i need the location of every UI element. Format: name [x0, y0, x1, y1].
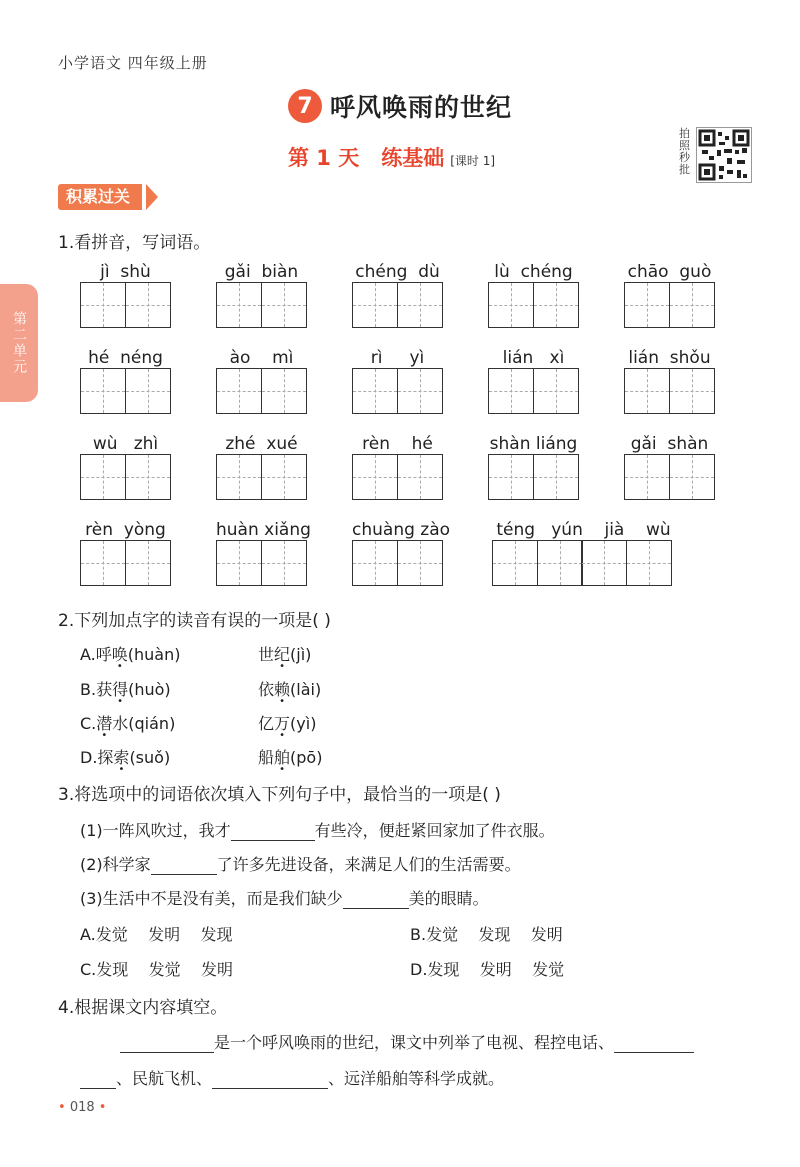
pinyin-item — [352, 434, 443, 500]
writing-cell[interactable] — [397, 540, 443, 586]
writing-cell[interactable] — [624, 282, 670, 328]
writing-cell[interactable] — [125, 454, 171, 500]
writing-cell[interactable] — [624, 454, 670, 500]
option-suffix: (jì) — [290, 645, 312, 664]
pinyin-label: chéng dù — [355, 262, 440, 282]
q2-title: 2.下列加点字的读音有误的一项是( ) — [58, 611, 331, 631]
q3-s1-part2: 有些冷，便赶紧回家加了件衣服。 — [314, 821, 555, 840]
writing-cell[interactable] — [125, 368, 171, 414]
dotted-char: 潜 — [96, 714, 113, 733]
writing-cell[interactable] — [352, 282, 398, 328]
writing-cell[interactable] — [125, 540, 171, 586]
writing-cell[interactable] — [80, 454, 126, 500]
day-period: [课时 1] — [450, 154, 496, 168]
q4-title: 4.根据课文内容填空。 — [58, 998, 228, 1018]
pinyin-item — [80, 434, 171, 500]
writing-cell[interactable] — [488, 282, 534, 328]
q4-line2-part2: 、远洋船舶等科学成就。 — [328, 1069, 505, 1088]
writing-grid — [216, 540, 307, 586]
writing-cell[interactable] — [216, 454, 262, 500]
q4-blank-1[interactable] — [120, 1052, 214, 1053]
section-tag-arrow — [146, 184, 158, 210]
writing-grid — [216, 454, 307, 500]
writing-grid — [624, 282, 715, 328]
pinyin-item — [492, 520, 675, 586]
writing-cell[interactable] — [352, 454, 398, 500]
q4-line-1 — [120, 1030, 694, 1053]
q4-line2-part1: 、民航飞机、 — [116, 1069, 213, 1088]
lesson-heading — [288, 88, 512, 124]
option-prefix: B.获 — [80, 680, 113, 699]
pinyin-item — [80, 520, 171, 586]
pinyin-item — [352, 262, 443, 328]
pinyin-label: wù zhì — [92, 434, 159, 454]
pinyin-item — [216, 348, 307, 414]
pinyin-item — [352, 348, 443, 414]
dotted-char: 得 — [112, 680, 129, 699]
q3-sentence-1 — [80, 818, 555, 841]
unit-side-tab: 第二单元 — [0, 284, 38, 402]
pinyin-item — [80, 262, 171, 328]
pinyin-item — [216, 520, 311, 586]
pinyin-label: hé néng — [88, 348, 163, 368]
q2-option-l[interactable] — [80, 677, 171, 700]
writing-cell[interactable] — [488, 368, 534, 414]
writing-cell[interactable] — [669, 454, 715, 500]
q3-s2-part2: 了许多先进设备，来满足人们的生活需要。 — [216, 855, 521, 874]
writing-grid — [216, 282, 307, 328]
pinyin-item — [488, 348, 579, 414]
q4-blank-3[interactable] — [80, 1088, 116, 1089]
writing-grid — [488, 282, 579, 328]
writing-cell[interactable] — [216, 540, 262, 586]
writing-cell[interactable] — [216, 368, 262, 414]
writing-grid — [488, 368, 579, 414]
writing-cell[interactable] — [352, 540, 398, 586]
writing-cell[interactable] — [669, 282, 715, 328]
writing-cell[interactable] — [80, 540, 126, 586]
page-number-text: 018 — [69, 1100, 95, 1115]
writing-cell[interactable] — [80, 282, 126, 328]
pinyin-label: rèn hé — [362, 434, 433, 454]
writing-grid — [80, 282, 171, 328]
option-suffix: (lài) — [290, 680, 322, 699]
q2-option-r[interactable] — [258, 642, 311, 665]
q3-option-a[interactable]: A.发觉 发明 发现 — [80, 925, 233, 944]
option-suffix: (huò) — [128, 680, 171, 699]
section-tag: 积累过关 — [58, 184, 142, 210]
writing-cell[interactable] — [533, 282, 579, 328]
pinyin-label: jì shù — [100, 262, 151, 282]
pinyin-label: téng yún jià wù — [496, 520, 671, 540]
writing-grid — [216, 368, 307, 414]
q3-s3-part2: 美的眼睛。 — [408, 889, 489, 908]
writing-cell[interactable] — [488, 454, 534, 500]
q3-s3-part1: (3)生活中不是没有美，而是我们缺少 — [80, 889, 343, 908]
q4-line-2 — [80, 1066, 504, 1089]
pinyin-label: rèn yòng — [85, 520, 166, 540]
lesson-title: 呼风唤雨的世纪 — [330, 93, 513, 122]
q3-blank-3[interactable] — [343, 908, 409, 909]
pinyin-item — [488, 434, 579, 500]
q3-title: 3.将选项中的词语依次填入下列句子中，最恰当的一项是( ) — [58, 785, 501, 805]
pinyin-label: chuàng zào — [352, 520, 451, 540]
option-prefix: 世 — [258, 645, 275, 664]
writing-grid — [352, 282, 443, 328]
pinyin-label: lián shǒu — [628, 348, 711, 368]
writing-cell[interactable] — [626, 540, 672, 586]
writing-cell[interactable] — [624, 368, 670, 414]
day-subtitle: 练基础 — [381, 146, 445, 170]
q2-option-r[interactable] — [258, 677, 321, 700]
writing-grid — [488, 454, 579, 500]
pinyin-label: lián xì — [502, 348, 565, 368]
writing-cell[interactable] — [261, 282, 307, 328]
pinyin-item — [352, 520, 451, 586]
q2-option-r[interactable] — [258, 711, 316, 734]
book-title: 小学语文 四年级上册 — [58, 54, 208, 72]
writing-grid — [80, 454, 171, 500]
q2-option-l[interactable] — [80, 711, 175, 734]
pinyin-item — [216, 434, 307, 500]
q1-title: 1.看拼音，写词语。 — [58, 233, 211, 253]
writing-grid — [80, 368, 171, 414]
dotted-char: 赖 — [274, 680, 291, 699]
pinyin-label: ào mì — [229, 348, 294, 368]
writing-grid — [352, 368, 443, 414]
pinyin-label: rì yì — [370, 348, 425, 368]
day-heading — [288, 142, 495, 172]
writing-cell[interactable] — [533, 454, 579, 500]
q4-line1-text: 是一个呼风唤雨的世纪，课文中列举了电视、程控电话、 — [214, 1033, 615, 1052]
pinyin-label: gǎi shàn — [630, 434, 709, 454]
pinyin-label: shàn liáng — [489, 434, 578, 454]
writing-cell[interactable] — [533, 368, 579, 414]
option-prefix: 依 — [258, 680, 275, 699]
option-suffix: 水(qián) — [112, 714, 176, 733]
pinyin-item — [488, 262, 579, 328]
q2-option-l[interactable] — [80, 642, 181, 665]
q3-sentence-3 — [80, 886, 489, 909]
q3-option-c[interactable]: C.发现 发觉 发明 — [80, 960, 233, 979]
pinyin-label: zhé xué — [225, 434, 298, 454]
page-dot-left: • — [58, 1100, 66, 1115]
pinyin-label: gǎi biàn — [224, 262, 299, 282]
writing-cell[interactable] — [397, 282, 443, 328]
writing-grid — [352, 540, 443, 586]
pinyin-label: lù chéng — [494, 262, 573, 282]
q3-option-d[interactable]: D.发现 发明 发觉 — [410, 960, 565, 979]
q3-s2-part1: (2)科学家 — [80, 855, 151, 874]
pinyin-label: huàn xiǎng — [216, 520, 311, 540]
writing-grid — [492, 540, 675, 586]
qr-code-icon[interactable] — [696, 127, 752, 183]
option-prefix: 船 — [258, 748, 275, 767]
writing-cell[interactable] — [537, 540, 583, 586]
lesson-number-badge: 7 — [288, 89, 322, 123]
option-prefix: C. — [80, 714, 97, 733]
option-prefix: A.呼 — [80, 645, 112, 664]
option-suffix: (yì) — [290, 714, 317, 733]
pinyin-item — [624, 262, 715, 328]
option-prefix: D.探 — [80, 748, 114, 767]
writing-cell[interactable] — [397, 368, 443, 414]
writing-cell[interactable] — [261, 454, 307, 500]
q2-option-l[interactable] — [80, 745, 170, 768]
writing-cell[interactable] — [261, 368, 307, 414]
q4-blank-2[interactable] — [614, 1052, 694, 1053]
dotted-char: 舶 — [274, 748, 291, 767]
pinyin-item — [216, 262, 307, 328]
q4-blank-4[interactable] — [212, 1088, 328, 1089]
day-label: 第 1 天 — [288, 146, 360, 170]
q3-s1-part1: (1)一阵风吹过，我才 — [80, 821, 231, 840]
q3-option-b[interactable]: B.发觉 发现 发明 — [410, 925, 563, 944]
writing-cell[interactable] — [80, 368, 126, 414]
dotted-char: 纪 — [274, 645, 291, 664]
option-suffix: (pō) — [290, 748, 323, 767]
dotted-char: 索 — [113, 748, 130, 767]
pinyin-label: chāo guò — [627, 262, 712, 282]
writing-cell[interactable] — [581, 540, 627, 586]
writing-grid — [624, 368, 715, 414]
dotted-char: 唤 — [111, 645, 128, 664]
writing-grid — [80, 540, 171, 586]
writing-cell[interactable] — [216, 282, 262, 328]
page-dot-right: • — [98, 1100, 107, 1115]
writing-cell[interactable] — [125, 282, 171, 328]
q2-option-r[interactable] — [258, 745, 322, 768]
pinyin-item — [80, 348, 171, 414]
option-suffix: (huàn) — [127, 645, 181, 664]
q3-sentence-2 — [80, 852, 521, 875]
qr-caption: 拍照秒批 — [679, 127, 690, 176]
writing-cell[interactable] — [492, 540, 538, 586]
q3-blank-1[interactable] — [231, 840, 315, 841]
pinyin-item — [624, 348, 715, 414]
writing-cell[interactable] — [397, 454, 443, 500]
writing-cell[interactable] — [669, 368, 715, 414]
q3-blank-2[interactable] — [151, 874, 217, 875]
writing-cell[interactable] — [352, 368, 398, 414]
option-suffix: (suǒ) — [129, 748, 171, 767]
page-number — [58, 1100, 106, 1115]
writing-grid — [352, 454, 443, 500]
dotted-char: 万 — [274, 714, 291, 733]
option-prefix: 亿 — [258, 714, 275, 733]
writing-cell[interactable] — [261, 540, 307, 586]
writing-grid — [624, 454, 715, 500]
pinyin-item — [624, 434, 715, 500]
